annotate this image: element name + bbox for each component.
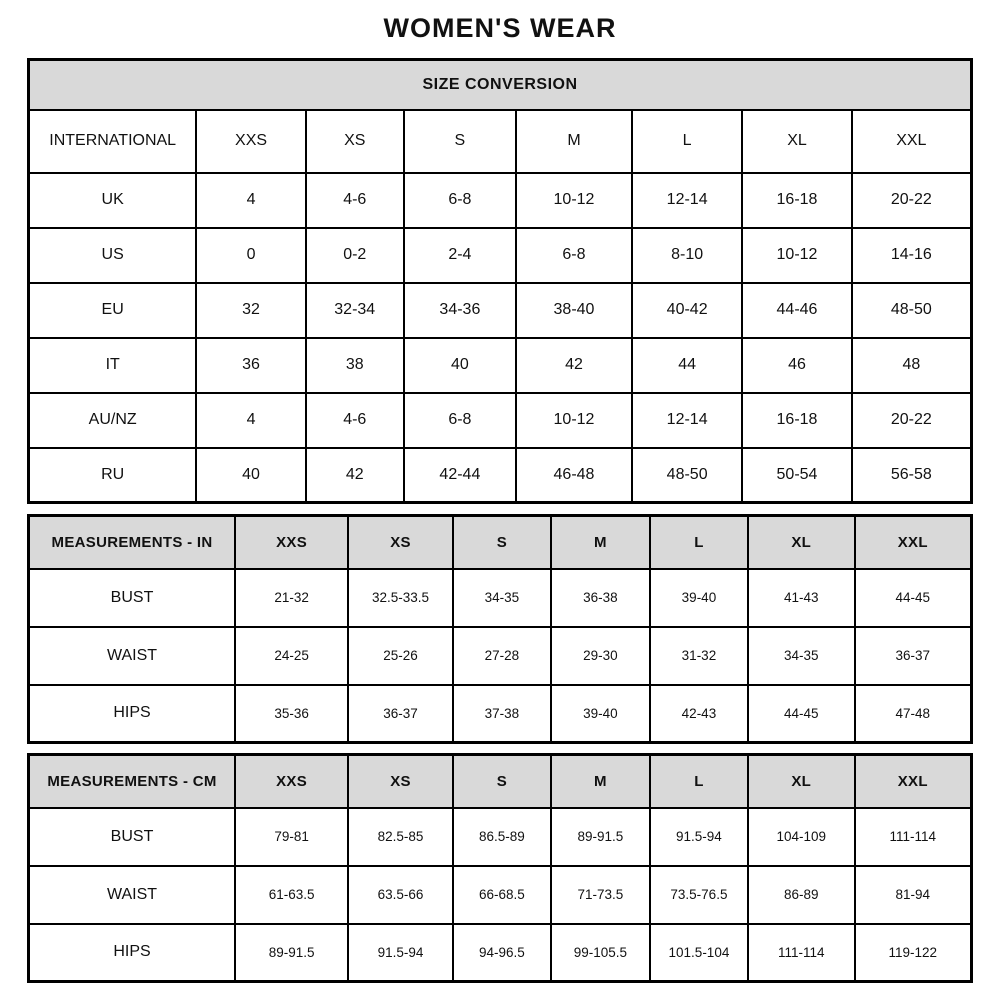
value-cell: 36-37 bbox=[855, 627, 972, 685]
column-header: L bbox=[650, 755, 748, 808]
value-cell: 91.5-94 bbox=[348, 924, 453, 982]
value-cell: 71-73.5 bbox=[551, 866, 650, 924]
value-cell: 48-50 bbox=[852, 283, 972, 338]
column-header: XXL bbox=[852, 110, 972, 173]
column-header-row bbox=[29, 755, 972, 808]
table-banner: SIZE CONVERSION bbox=[29, 60, 972, 110]
value-cell: 31-32 bbox=[650, 627, 748, 685]
value-cell: 20-22 bbox=[852, 393, 972, 448]
value-cell: 2-4 bbox=[404, 228, 516, 283]
value-cell: 48 bbox=[852, 338, 972, 393]
value-cell: 42 bbox=[516, 338, 632, 393]
value-cell: 32-34 bbox=[306, 283, 404, 338]
value-cell: 14-16 bbox=[852, 228, 972, 283]
value-cell: 44-45 bbox=[748, 685, 855, 743]
value-cell: 32 bbox=[196, 283, 305, 338]
value-cell: 119-122 bbox=[855, 924, 972, 982]
value-cell: 32.5-33.5 bbox=[348, 569, 453, 627]
column-header: XXL bbox=[855, 755, 972, 808]
table-row bbox=[29, 808, 972, 866]
value-cell: 42-43 bbox=[650, 685, 748, 743]
row-label: IT bbox=[29, 338, 197, 393]
value-cell: 46 bbox=[742, 338, 851, 393]
column-header-row bbox=[29, 516, 972, 569]
value-cell: 0 bbox=[196, 228, 305, 283]
row-label: HIPS bbox=[29, 924, 236, 982]
value-cell: 34-35 bbox=[453, 569, 551, 627]
column-header: XXS bbox=[196, 110, 305, 173]
value-cell: 35-36 bbox=[235, 685, 348, 743]
table-banner-row bbox=[29, 60, 972, 110]
value-cell: 40 bbox=[196, 448, 305, 503]
column-header: MEASUREMENTS - CM bbox=[29, 755, 236, 808]
value-cell: 56-58 bbox=[852, 448, 972, 503]
value-cell: 66-68.5 bbox=[453, 866, 551, 924]
table-row bbox=[29, 283, 972, 338]
column-header: XXS bbox=[235, 755, 348, 808]
column-header-row bbox=[29, 110, 972, 173]
table-row bbox=[29, 866, 972, 924]
column-header: MEASUREMENTS - IN bbox=[29, 516, 236, 569]
value-cell: 25-26 bbox=[348, 627, 453, 685]
column-header: S bbox=[404, 110, 516, 173]
table-row bbox=[29, 569, 972, 627]
size-chart-page bbox=[27, 0, 973, 983]
value-cell: 89-91.5 bbox=[235, 924, 348, 982]
column-header: S bbox=[453, 755, 551, 808]
row-label: AU/NZ bbox=[29, 393, 197, 448]
value-cell: 111-114 bbox=[748, 924, 855, 982]
table-row bbox=[29, 448, 972, 503]
value-cell: 21-32 bbox=[235, 569, 348, 627]
value-cell: 111-114 bbox=[855, 808, 972, 866]
value-cell: 99-105.5 bbox=[551, 924, 650, 982]
row-label: RU bbox=[29, 448, 197, 503]
value-cell: 8-10 bbox=[632, 228, 742, 283]
value-cell: 44-46 bbox=[742, 283, 851, 338]
row-label: WAIST bbox=[29, 627, 236, 685]
value-cell: 12-14 bbox=[632, 173, 742, 228]
row-label: US bbox=[29, 228, 197, 283]
value-cell: 94-96.5 bbox=[453, 924, 551, 982]
value-cell: 63.5-66 bbox=[348, 866, 453, 924]
value-cell: 86-89 bbox=[748, 866, 855, 924]
value-cell: 86.5-89 bbox=[453, 808, 551, 866]
value-cell: 10-12 bbox=[516, 393, 632, 448]
column-header: M bbox=[551, 755, 650, 808]
value-cell: 37-38 bbox=[453, 685, 551, 743]
value-cell: 79-81 bbox=[235, 808, 348, 866]
value-cell: 12-14 bbox=[632, 393, 742, 448]
table-row bbox=[29, 685, 972, 743]
column-header: XXL bbox=[855, 516, 972, 569]
row-label: BUST bbox=[29, 569, 236, 627]
value-cell: 50-54 bbox=[742, 448, 851, 503]
value-cell: 36-37 bbox=[348, 685, 453, 743]
value-cell: 36-38 bbox=[551, 569, 650, 627]
value-cell: 46-48 bbox=[516, 448, 632, 503]
column-header: XL bbox=[748, 755, 855, 808]
value-cell: 82.5-85 bbox=[348, 808, 453, 866]
value-cell: 27-28 bbox=[453, 627, 551, 685]
value-cell: 44 bbox=[632, 338, 742, 393]
size-conversion-table bbox=[27, 58, 973, 504]
row-label: EU bbox=[29, 283, 197, 338]
row-label: WAIST bbox=[29, 866, 236, 924]
value-cell: 38-40 bbox=[516, 283, 632, 338]
table-row bbox=[29, 627, 972, 685]
value-cell: 34-35 bbox=[748, 627, 855, 685]
value-cell: 40-42 bbox=[632, 283, 742, 338]
table-row bbox=[29, 338, 972, 393]
value-cell: 48-50 bbox=[632, 448, 742, 503]
column-header: L bbox=[632, 110, 742, 173]
value-cell: 44-45 bbox=[855, 569, 972, 627]
value-cell: 4 bbox=[196, 393, 305, 448]
value-cell: 40 bbox=[404, 338, 516, 393]
table-row bbox=[29, 924, 972, 982]
value-cell: 6-8 bbox=[516, 228, 632, 283]
value-cell: 39-40 bbox=[650, 569, 748, 627]
value-cell: 36 bbox=[196, 338, 305, 393]
table-row bbox=[29, 393, 972, 448]
column-header: INTERNATIONAL bbox=[29, 110, 197, 173]
value-cell: 10-12 bbox=[516, 173, 632, 228]
page-title: WOMEN'S WEAR bbox=[383, 13, 617, 43]
value-cell: 10-12 bbox=[742, 228, 851, 283]
value-cell: 6-8 bbox=[404, 393, 516, 448]
table-row bbox=[29, 173, 972, 228]
value-cell: 38 bbox=[306, 338, 404, 393]
row-label: HIPS bbox=[29, 685, 236, 743]
column-header: S bbox=[453, 516, 551, 569]
measurements-in-table bbox=[27, 514, 973, 744]
column-header: M bbox=[516, 110, 632, 173]
value-cell: 39-40 bbox=[551, 685, 650, 743]
value-cell: 41-43 bbox=[748, 569, 855, 627]
value-cell: 89-91.5 bbox=[551, 808, 650, 866]
column-header: XXS bbox=[235, 516, 348, 569]
value-cell: 20-22 bbox=[852, 173, 972, 228]
value-cell: 4 bbox=[196, 173, 305, 228]
value-cell: 42-44 bbox=[404, 448, 516, 503]
value-cell: 24-25 bbox=[235, 627, 348, 685]
value-cell: 47-48 bbox=[855, 685, 972, 743]
value-cell: 6-8 bbox=[404, 173, 516, 228]
row-label: BUST bbox=[29, 808, 236, 866]
value-cell: 4-6 bbox=[306, 173, 404, 228]
value-cell: 29-30 bbox=[551, 627, 650, 685]
column-header: XS bbox=[306, 110, 404, 173]
row-label: UK bbox=[29, 173, 197, 228]
column-header: XS bbox=[348, 516, 453, 569]
value-cell: 34-36 bbox=[404, 283, 516, 338]
column-header: M bbox=[551, 516, 650, 569]
column-header: L bbox=[650, 516, 748, 569]
value-cell: 42 bbox=[306, 448, 404, 503]
value-cell: 73.5-76.5 bbox=[650, 866, 748, 924]
value-cell: 0-2 bbox=[306, 228, 404, 283]
column-header: XS bbox=[348, 755, 453, 808]
value-cell: 91.5-94 bbox=[650, 808, 748, 866]
value-cell: 4-6 bbox=[306, 393, 404, 448]
column-header: XL bbox=[748, 516, 855, 569]
value-cell: 81-94 bbox=[855, 866, 972, 924]
column-header: XL bbox=[742, 110, 851, 173]
value-cell: 104-109 bbox=[748, 808, 855, 866]
table-row bbox=[29, 228, 972, 283]
value-cell: 61-63.5 bbox=[235, 866, 348, 924]
value-cell: 101.5-104 bbox=[650, 924, 748, 982]
value-cell: 16-18 bbox=[742, 393, 851, 448]
measurements-cm-table bbox=[27, 753, 973, 983]
value-cell: 16-18 bbox=[742, 173, 851, 228]
